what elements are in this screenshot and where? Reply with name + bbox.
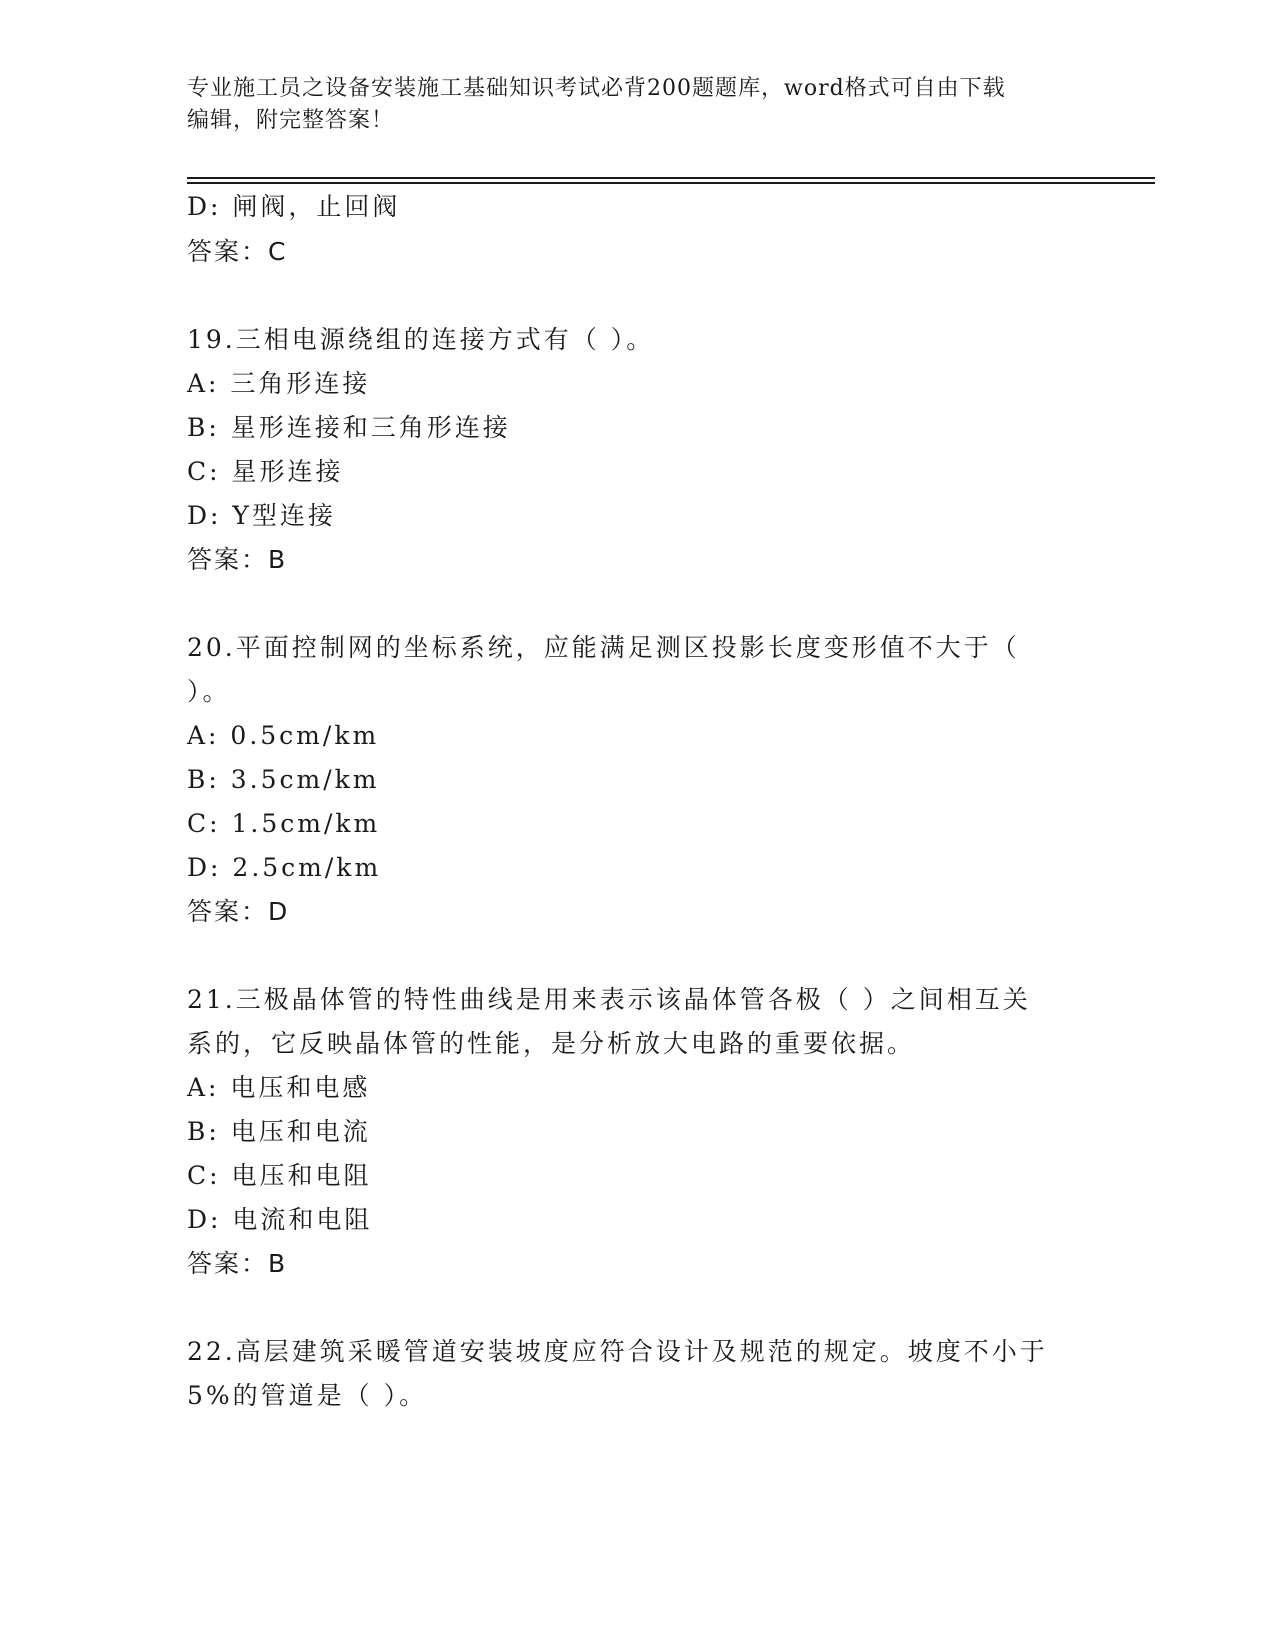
q19-option-d: D: Y型连接 [187, 501, 336, 530]
header-divider-bottom [187, 182, 1155, 184]
q21-answer: 答案：B [187, 1249, 288, 1278]
header-title-line-2: 编辑，附完整答案！ [187, 108, 395, 133]
q19-option-b: B: 星形连接和三角形连接 [187, 413, 511, 442]
q21-option-a: A: 电压和电感 [187, 1073, 371, 1102]
q20-option-b: B: 3.5cm/km [187, 765, 380, 794]
q20-option-c: C: 1.5cm/km [187, 809, 381, 838]
q20-answer: 答案：D [187, 897, 290, 926]
q22-question-line-2: 5%的管道是（ ）。 [187, 1381, 428, 1410]
q21-option-c: C: 电压和电阻 [187, 1161, 372, 1190]
q18-option-d: D: 闸阀，止回阀 [187, 192, 401, 221]
q18-answer: 答案：C [187, 237, 288, 266]
q21-option-d: D: 电流和电阻 [187, 1205, 373, 1234]
q20-question-line-2: ）。 [187, 677, 231, 706]
header-divider-top [187, 177, 1155, 179]
q20-question-line-1: 20.平面控制网的坐标系统，应能满足测区投影长度变形值不大于（ [187, 633, 1020, 662]
q20-option-d: D: 2.5cm/km [187, 853, 382, 882]
q19-option-c: C: 星形连接 [187, 457, 344, 486]
q21-option-b: B: 电压和电流 [187, 1117, 371, 1146]
q19-option-a: A: 三角形连接 [187, 369, 371, 398]
q19-question: 19.三相电源绕组的连接方式有（ ）。 [187, 325, 655, 354]
q19-answer: 答案：B [187, 545, 288, 574]
q21-question-line-2: 系的，它反映晶体管的性能，是分析放大电路的重要依据。 [187, 1029, 916, 1058]
q20-option-a: A: 0.5cm/km [187, 721, 380, 750]
q21-question-line-1: 21.三极晶体管的特性曲线是用来表示该晶体管各极（ ）之间相互关 [187, 985, 1031, 1014]
document-header [187, 73, 1067, 137]
q22-question-line-1: 22.高层建筑采暖管道安装坡度应符合设计及规范的规定。坡度不小于 [187, 1337, 1048, 1366]
header-title-line-1: 专业施工员之设备安装施工基础知识考试必背200题题库，word格式可自由下载 [187, 76, 1006, 101]
